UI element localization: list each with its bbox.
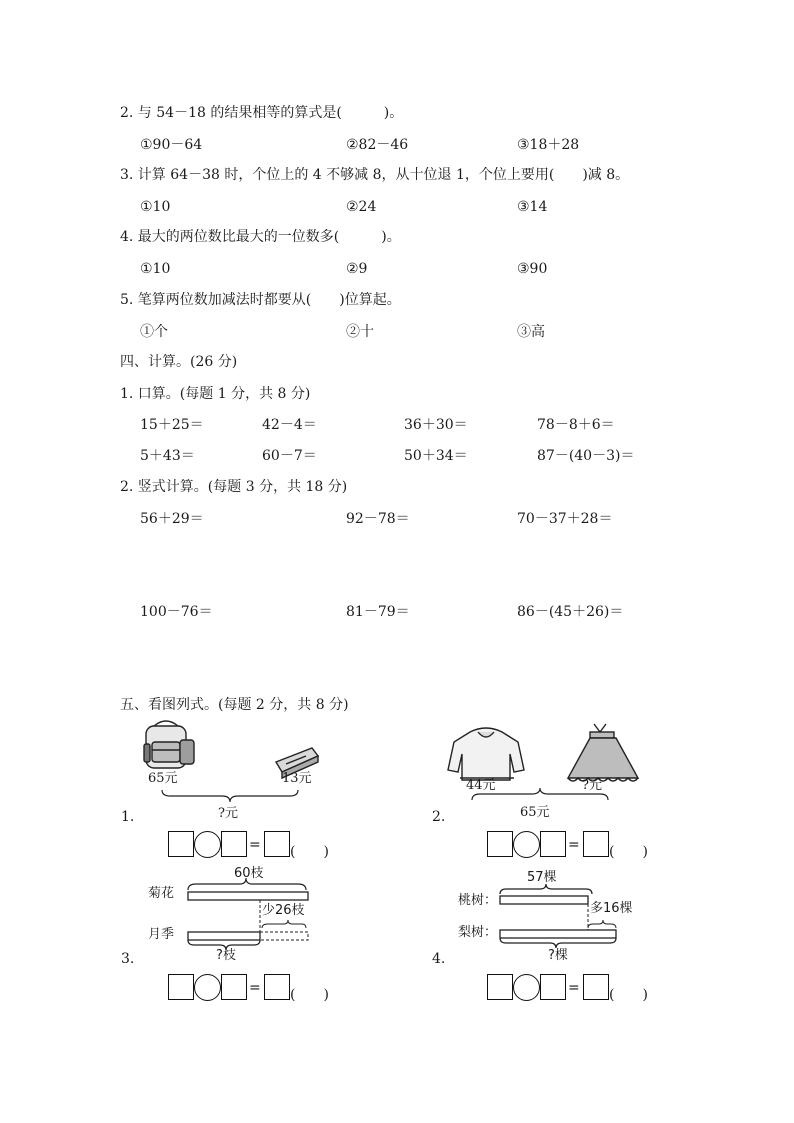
p4-question: ?棵: [548, 948, 568, 963]
vertical-calc-item: 70－37＋28＝: [517, 511, 613, 527]
q4-option-3: ③90: [517, 261, 548, 277]
answer-box[interactable]: [221, 831, 247, 857]
answer-box[interactable]: [583, 831, 609, 857]
answer-box[interactable]: [583, 974, 609, 1000]
p3-row1-label: 菊花: [148, 886, 175, 901]
q5-option-3: ③高: [517, 324, 545, 340]
question-5: 5. 笔算两位数加减法时都要从( )位算起。: [120, 292, 401, 308]
answer-box[interactable]: [487, 974, 513, 1000]
p1-total-brace: [160, 788, 300, 808]
p2-equation: = ( ): [487, 831, 657, 859]
p2-total-brace: [470, 790, 610, 806]
q2-option-1: ①90－64: [140, 137, 203, 153]
p3-diff-label: 少26枝: [262, 903, 305, 918]
answer-box[interactable]: [540, 974, 566, 1000]
q5-option-2: ②十: [346, 324, 374, 340]
oral-calc-item: 60－7＝: [262, 448, 317, 464]
vertical-calc-title: 2. 竖式计算。(每题 3 分，共 18 分): [120, 479, 348, 495]
vertical-calc-item: 100－76＝: [140, 604, 213, 620]
oral-calc-item: 87－(40－3)＝: [537, 448, 635, 464]
operator-circle[interactable]: [194, 974, 221, 1001]
p3-bar-diagram: [186, 878, 316, 948]
q3-option-2: ②24: [346, 199, 377, 215]
answer-box[interactable]: [487, 831, 513, 857]
p2-price-a: 44元: [466, 778, 496, 793]
vertical-calc-item: 92－78＝: [346, 511, 410, 527]
p2-price-b: ?元: [582, 778, 602, 793]
vertical-calc-item: 86－(45＋26)＝: [517, 604, 624, 620]
p1-total: ?元: [218, 806, 238, 821]
p4-top-label: 57棵: [527, 870, 557, 885]
p4-bar-diagram: [498, 884, 628, 954]
operator-circle[interactable]: [194, 831, 221, 858]
q3-option-1: ①10: [140, 199, 171, 215]
backpack-icon: [144, 721, 194, 768]
operator-circle[interactable]: [513, 831, 540, 858]
p1-price-a: 65元: [148, 771, 178, 786]
answer-box[interactable]: [264, 974, 290, 1000]
p4-equation: = ( ): [487, 974, 657, 1002]
answer-box[interactable]: [168, 831, 194, 857]
vertical-calc-item: 56＋29＝: [140, 511, 204, 527]
question-4: 4. 最大的两位数比最大的一位数多( )。: [120, 229, 401, 245]
oral-calc-item: 78－8＋6＝: [537, 417, 615, 433]
vertical-calc-item: 81－79＝: [346, 604, 410, 620]
section-4-title: 四、计算。(26 分): [120, 354, 238, 370]
p4-number: 4.: [432, 951, 446, 967]
unit-paren[interactable]: ( ): [609, 987, 648, 1003]
unit-paren[interactable]: ( ): [609, 844, 648, 860]
q5-option-1: ①个: [140, 324, 168, 340]
p2-number: 2.: [432, 809, 446, 825]
sweater-icon: [448, 728, 524, 780]
q4-option-2: ②9: [346, 261, 368, 277]
oral-calc-item: 15＋25＝: [140, 417, 204, 433]
q2-option-2: ②82－46: [346, 137, 409, 153]
answer-box[interactable]: [264, 831, 290, 857]
question-2: 2. 与 54－18 的结果相等的算式是( )。: [120, 105, 404, 121]
q2-option-3: ③18＋28: [517, 137, 580, 153]
q3-option-3: ③14: [517, 199, 548, 215]
p4-row1-label: 桃树：: [458, 893, 498, 908]
oral-calc-item: 36＋30＝: [404, 417, 468, 433]
question-3: 3. 计算 64－38 时，个位上的 4 不够减 8，从十位退 1，个位上要用( )减 8。: [120, 167, 630, 183]
p3-row2-label: 月季: [148, 927, 175, 942]
unit-paren[interactable]: ( ): [290, 987, 329, 1003]
oral-calc-item: 50＋34＝: [404, 448, 468, 464]
p3-number: 3.: [121, 951, 135, 967]
unit-paren[interactable]: ( ): [290, 844, 329, 860]
p3-question: ?枝: [216, 948, 236, 963]
p3-top-label: 60枝: [234, 866, 264, 881]
p2-total: 65元: [520, 805, 550, 820]
q4-option-1: ①10: [140, 261, 171, 277]
answer-box[interactable]: [540, 831, 566, 857]
answer-box[interactable]: [221, 974, 247, 1000]
p3-equation: = ( ): [168, 974, 338, 1002]
p1-price-b: 13元: [282, 771, 312, 786]
oral-calc-item: 42－4＝: [262, 417, 317, 433]
p4-diff-label: 多16棵: [590, 901, 633, 916]
p1-equation: = ( ): [168, 831, 338, 859]
oral-calc-item: 5＋43＝: [140, 448, 195, 464]
p4-row2-label: 梨树：: [458, 925, 498, 940]
answer-box[interactable]: [168, 974, 194, 1000]
section-5-title: 五、看图列式。(每题 2 分，共 8 分): [120, 697, 349, 713]
operator-circle[interactable]: [513, 974, 540, 1001]
oral-calc-title: 1. 口算。(每题 1 分，共 8 分): [120, 386, 311, 402]
p1-number: 1.: [121, 809, 135, 825]
skirt-icon: [568, 724, 638, 781]
